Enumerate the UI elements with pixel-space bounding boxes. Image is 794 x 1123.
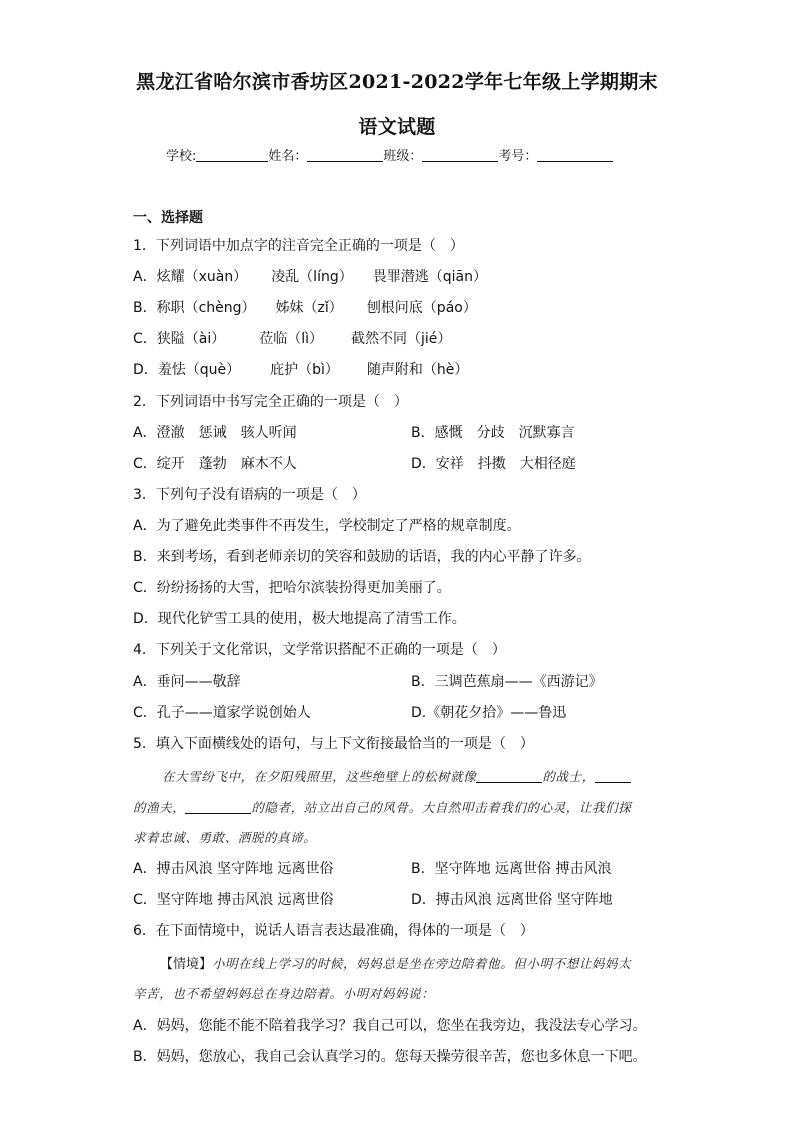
q1-b-1: B．称职（chèng） — [133, 300, 256, 316]
q2-option-c: C．绽开 蓬勃 麻木不人 — [133, 456, 297, 472]
q1-b-3: 刨根问底（páo） — [366, 300, 477, 316]
q1-option-c — [133, 328, 451, 348]
q6-option-b: B．妈妈，您放心，我自己会认真学习的。您每天操劳很辛苦，您也多休息一下吧。 — [133, 1049, 647, 1065]
q4-option-d: D.《朝花夕拾》——鲁迅 — [411, 705, 567, 721]
q2-stem: 2．下列词语中书写完全正确的一项是（ ） — [133, 394, 408, 410]
school-label: 学校: — [166, 149, 197, 164]
q2-option-d: D．安祥 抖擞 大相径庭 — [411, 456, 576, 472]
class-label: 班级： — [383, 149, 423, 164]
q1-b-2: 姊妹（zǐ） — [275, 300, 343, 316]
q5-passage-part: 的隐者，站立出自己的风骨。大自然叩击着我们的心灵，让我们探 — [251, 800, 632, 815]
q6-context-label: 【情境】 — [160, 957, 213, 972]
q5-passage-line2 — [133, 798, 631, 816]
q4-option-a: A．垂问——敬辞 — [133, 674, 241, 690]
q1-d-1: D．羞怯（què） — [133, 362, 241, 378]
q1-d-3: 随声附和（hè） — [366, 362, 469, 378]
q1-a-2: 凌乱（líng） — [271, 269, 353, 285]
exam-no-label: 考号： — [498, 149, 538, 164]
q6-option-a: A．妈妈，您能不能不陪着我学习？我自己可以，您坐在我旁边，我没法专心学习。 — [133, 1018, 647, 1034]
q5-passage-part: 的战士， — [542, 769, 595, 784]
q5-passage-line3: 求着忠诚、勇敢、洒脱的真谛。 — [133, 830, 317, 845]
q5-option-c: C．坚守阵地 搏击风浪 远离世俗 — [133, 892, 334, 908]
q3-option-a: A．为了避免此类事件不再发生，学校制定了严格的规章制度。 — [133, 518, 521, 534]
section-heading: 一、选择题 — [133, 210, 203, 226]
q5-option-d: D．搏击风浪 远离世俗 坚守阵地 — [411, 892, 613, 908]
q1-c-1: C．狭隘（ài） — [133, 331, 226, 347]
school-blank — [196, 147, 268, 162]
q5-passage-line1 — [162, 767, 631, 785]
q5-blank-2 — [595, 770, 631, 783]
exam-no-blank — [537, 147, 613, 162]
q3-option-c: C．纷纷扬扬的大雪，把哈尔滨装扮得更加美丽了。 — [133, 580, 451, 596]
q6-stem: 6．在下面情境中，说话人语言表达最准确，得体的一项是（ ） — [133, 923, 534, 939]
q1-a-3: 畏罪潜逃（qiān） — [372, 269, 487, 285]
q6-context-line1 — [160, 953, 631, 972]
q1-option-d — [133, 359, 468, 379]
q3-option-b: B．来到考场，看到老师亲切的笑容和鼓励的话语，我的内心平静了许多。 — [133, 549, 591, 565]
q5-stem: 5．填入下面横线处的语句，与上下文衔接最恰当的一项是（ ） — [133, 736, 534, 752]
class-blank — [422, 147, 498, 162]
q5-blank-1 — [476, 770, 542, 783]
q1-c-2: 莅临（lì） — [259, 331, 324, 347]
q1-stem: 1．下列词语中加点字的注音完全正确的一项是（ ） — [133, 238, 464, 254]
q4-stem: 4．下列关于文化常识，文学常识搭配不正确的一项是（ ） — [133, 642, 506, 658]
q5-passage-part: 在大雪纷飞中，在夕阳残照里，这些绝壁上的松树就像 — [162, 769, 477, 784]
q1-c-3: 截然不同（jié） — [351, 331, 452, 347]
q2-option-a: A．澄澈 惩诫 骇人听闻 — [133, 425, 297, 441]
q4-option-b: B．三调芭蕉扇——《西游记》 — [411, 674, 603, 690]
q1-a-1: A．炫耀（xuàn） — [133, 269, 248, 285]
q3-option-d: D．现代化铲雪工具的使用，极大地提高了清雪工作。 — [133, 611, 466, 627]
q5-passage-part: 的渔夫， — [133, 800, 186, 815]
q1-d-2: 庇护（bì） — [270, 362, 339, 378]
q1-option-a — [133, 266, 487, 286]
q4-option-c: C．孔子——道家学说创始人 — [133, 705, 311, 721]
name-blank — [307, 147, 383, 162]
q6-context-line2: 辛苦，也不希望妈妈总在身边陪着。小明对妈妈说： — [133, 986, 435, 1001]
q5-option-a: A．搏击风浪 坚守阵地 远离世俗 — [133, 861, 334, 877]
q1-option-b — [133, 297, 477, 317]
q6-context-text: 小明在线上学习的时候，妈妈总是坐在旁边陪着他。但小明不想让妈妈太 — [212, 956, 632, 971]
q3-stem: 3．下列句子没有语病的一项是（ ） — [133, 487, 366, 503]
exam-title: 黑龙江省哈尔滨市香坊区2021-2022学年七年级上学期期末 — [136, 71, 658, 93]
name-label: 姓名： — [268, 149, 308, 164]
q5-blank-3 — [185, 801, 251, 814]
q5-option-b: B．坚守阵地 远离世俗 搏击风浪 — [411, 861, 612, 877]
q2-option-b: B．感慨 分歧 沉默寡言 — [411, 425, 575, 441]
exam-subtitle: 语文试题 — [358, 116, 436, 138]
student-info-row — [166, 145, 613, 164]
